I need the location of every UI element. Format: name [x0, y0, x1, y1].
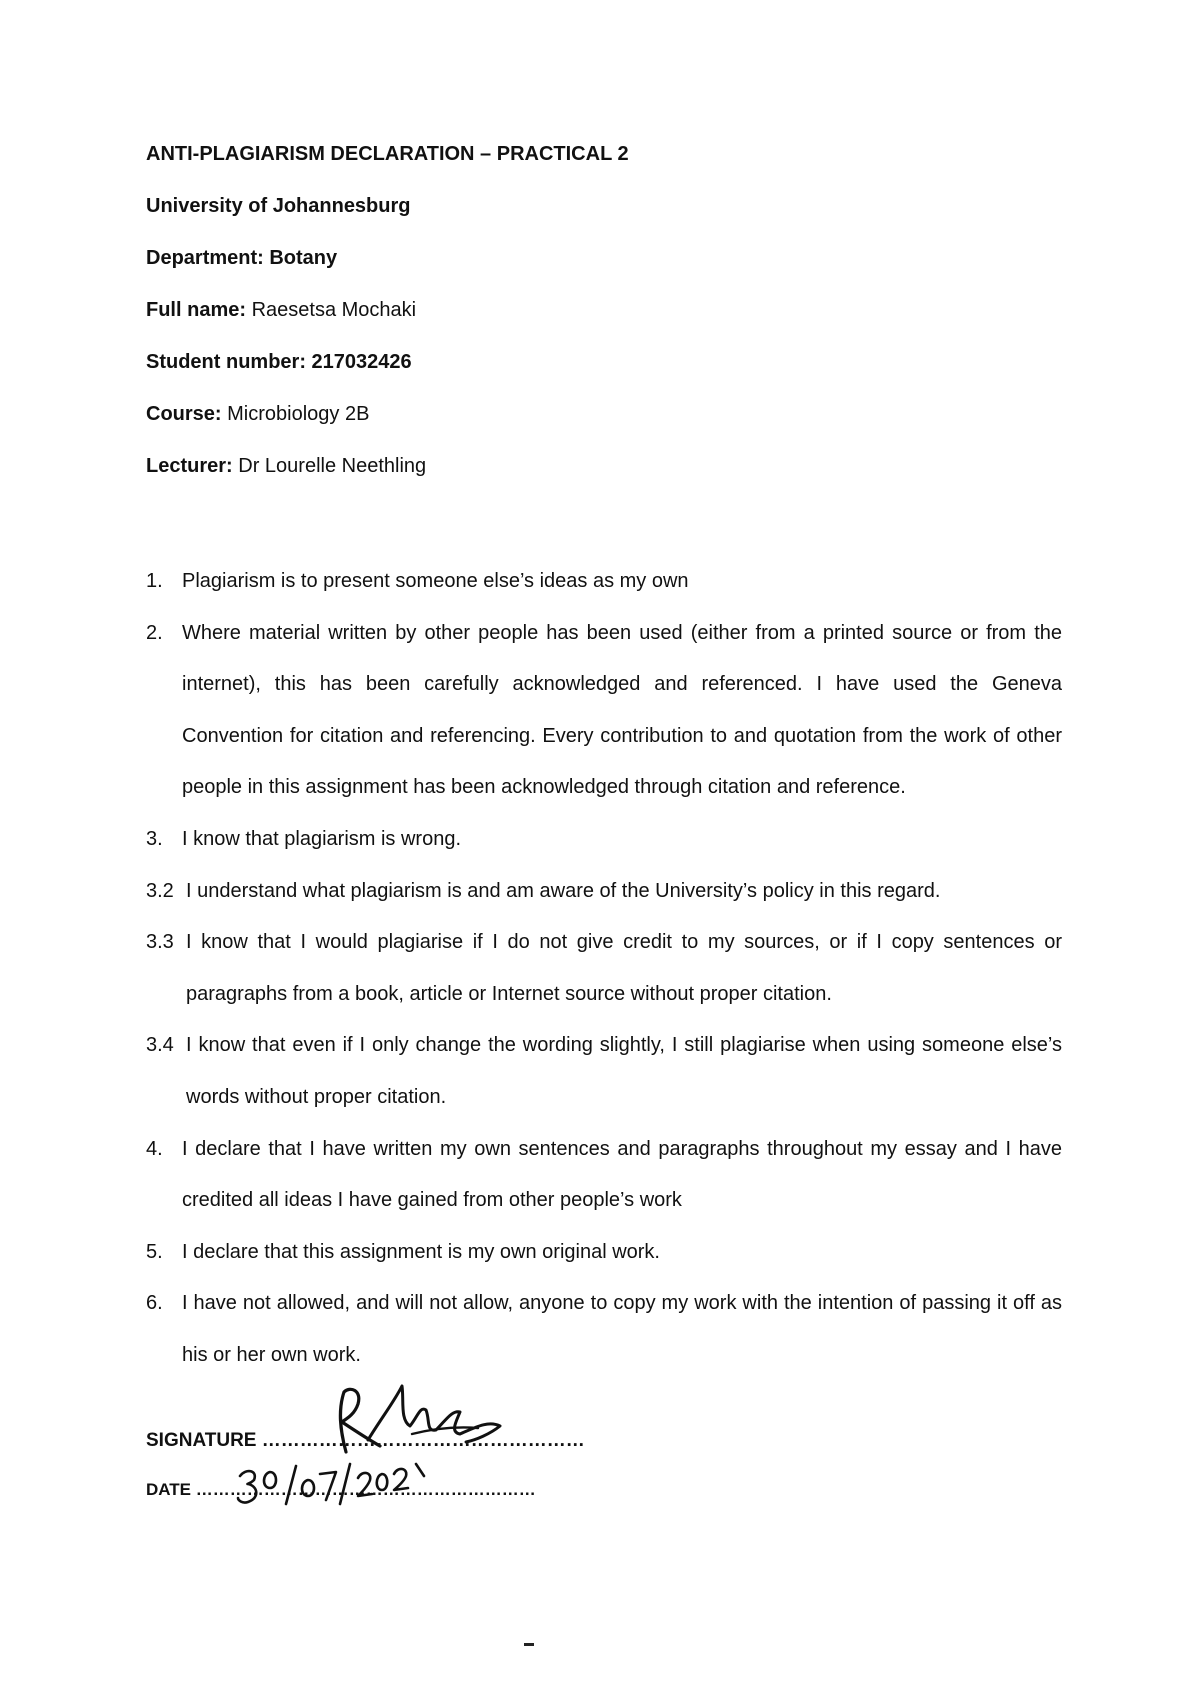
full-name-value: Raesetsa Mochaki	[246, 299, 417, 321]
item-number: 1.	[146, 570, 163, 592]
course-line	[146, 402, 1066, 454]
handwritten-signature	[328, 1380, 508, 1460]
list-item	[146, 608, 1062, 814]
item-number: 3.4	[146, 1034, 174, 1057]
item-number: 6.	[146, 1292, 163, 1315]
item-text: I understand what plagiarism is and am aware of the University’s policy in this regard.	[186, 879, 941, 902]
item-number: 2.	[146, 621, 163, 644]
item-text: I have not allowed, and will not allow, anyone to copy my work with the intention of passing it off as his or her own work.	[182, 1292, 1062, 1366]
item-number: 3.3	[146, 931, 174, 954]
page-footer-mark	[524, 1643, 534, 1646]
item-text: I know that plagiarism is wrong.	[182, 827, 462, 850]
item-text: Plagiarism is to present someone else’s ideas as my own	[182, 570, 689, 592]
item-number: 3.	[146, 827, 163, 850]
declaration-header	[146, 142, 1066, 506]
list-item	[146, 1278, 1062, 1381]
list-item	[146, 866, 1062, 918]
list-item	[146, 917, 1062, 1020]
list-item	[146, 814, 1062, 866]
item-text: I declare that I have written my own sentences and paragraphs throughout my essay and I have credited all ideas I have gained from other people’s work	[182, 1137, 1062, 1212]
student-number-line: Student number: 217032426	[146, 351, 412, 373]
signature-dots: ……………………………………………	[261, 1430, 585, 1451]
list-item	[146, 1124, 1062, 1227]
full-name-label: Full name:	[146, 299, 247, 321]
list-item	[146, 1020, 1062, 1123]
lecturer-line	[146, 454, 1066, 506]
item-number: 3.2	[146, 879, 174, 902]
date-label: DATE	[146, 1480, 192, 1499]
lecturer-label: Lecturer:	[146, 455, 233, 477]
full-name-line	[146, 298, 1066, 350]
handwritten-date	[230, 1454, 430, 1514]
course-label: Course:	[146, 403, 222, 425]
lecturer-value: Dr Lourelle Neethling	[232, 455, 427, 477]
list-item	[146, 556, 1062, 608]
item-number: 5.	[146, 1240, 163, 1263]
university-name: University of Johannesburg	[146, 195, 411, 217]
item-text: I declare that this assignment is my own original work.	[182, 1240, 660, 1263]
item-text: Where material written by other people has been used (either from a printed source or from the internet), this has been carefully acknowledged and referenced. I have used the Geneva Convention for citation and referencing. Every contribution to and quotation from the work of other people in this assignment has been acknowledged through citation and reference.	[182, 621, 1062, 799]
department-line: Department: Botany	[146, 247, 338, 269]
item-text: I know that even if I only change the wording slightly, I still plagiarise when using someone else’s words without proper citation.	[186, 1034, 1062, 1108]
date-dots: ……………………………………………………	[195, 1480, 536, 1499]
item-text: I know that I would plagiarise if I do not give credit to my sources, or if I copy sentences or paragraphs from a book, article or Internet source without proper citation.	[186, 931, 1062, 1005]
item-number: 4.	[146, 1137, 163, 1160]
signature-label: SIGNATURE	[146, 1430, 257, 1451]
document-title: ANTI-PLAGIARISM DECLARATION – PRACTICAL 2	[146, 143, 629, 165]
declaration-list	[146, 556, 1062, 1382]
course-value: Microbiology 2B	[221, 403, 370, 425]
list-item	[146, 1227, 1062, 1279]
